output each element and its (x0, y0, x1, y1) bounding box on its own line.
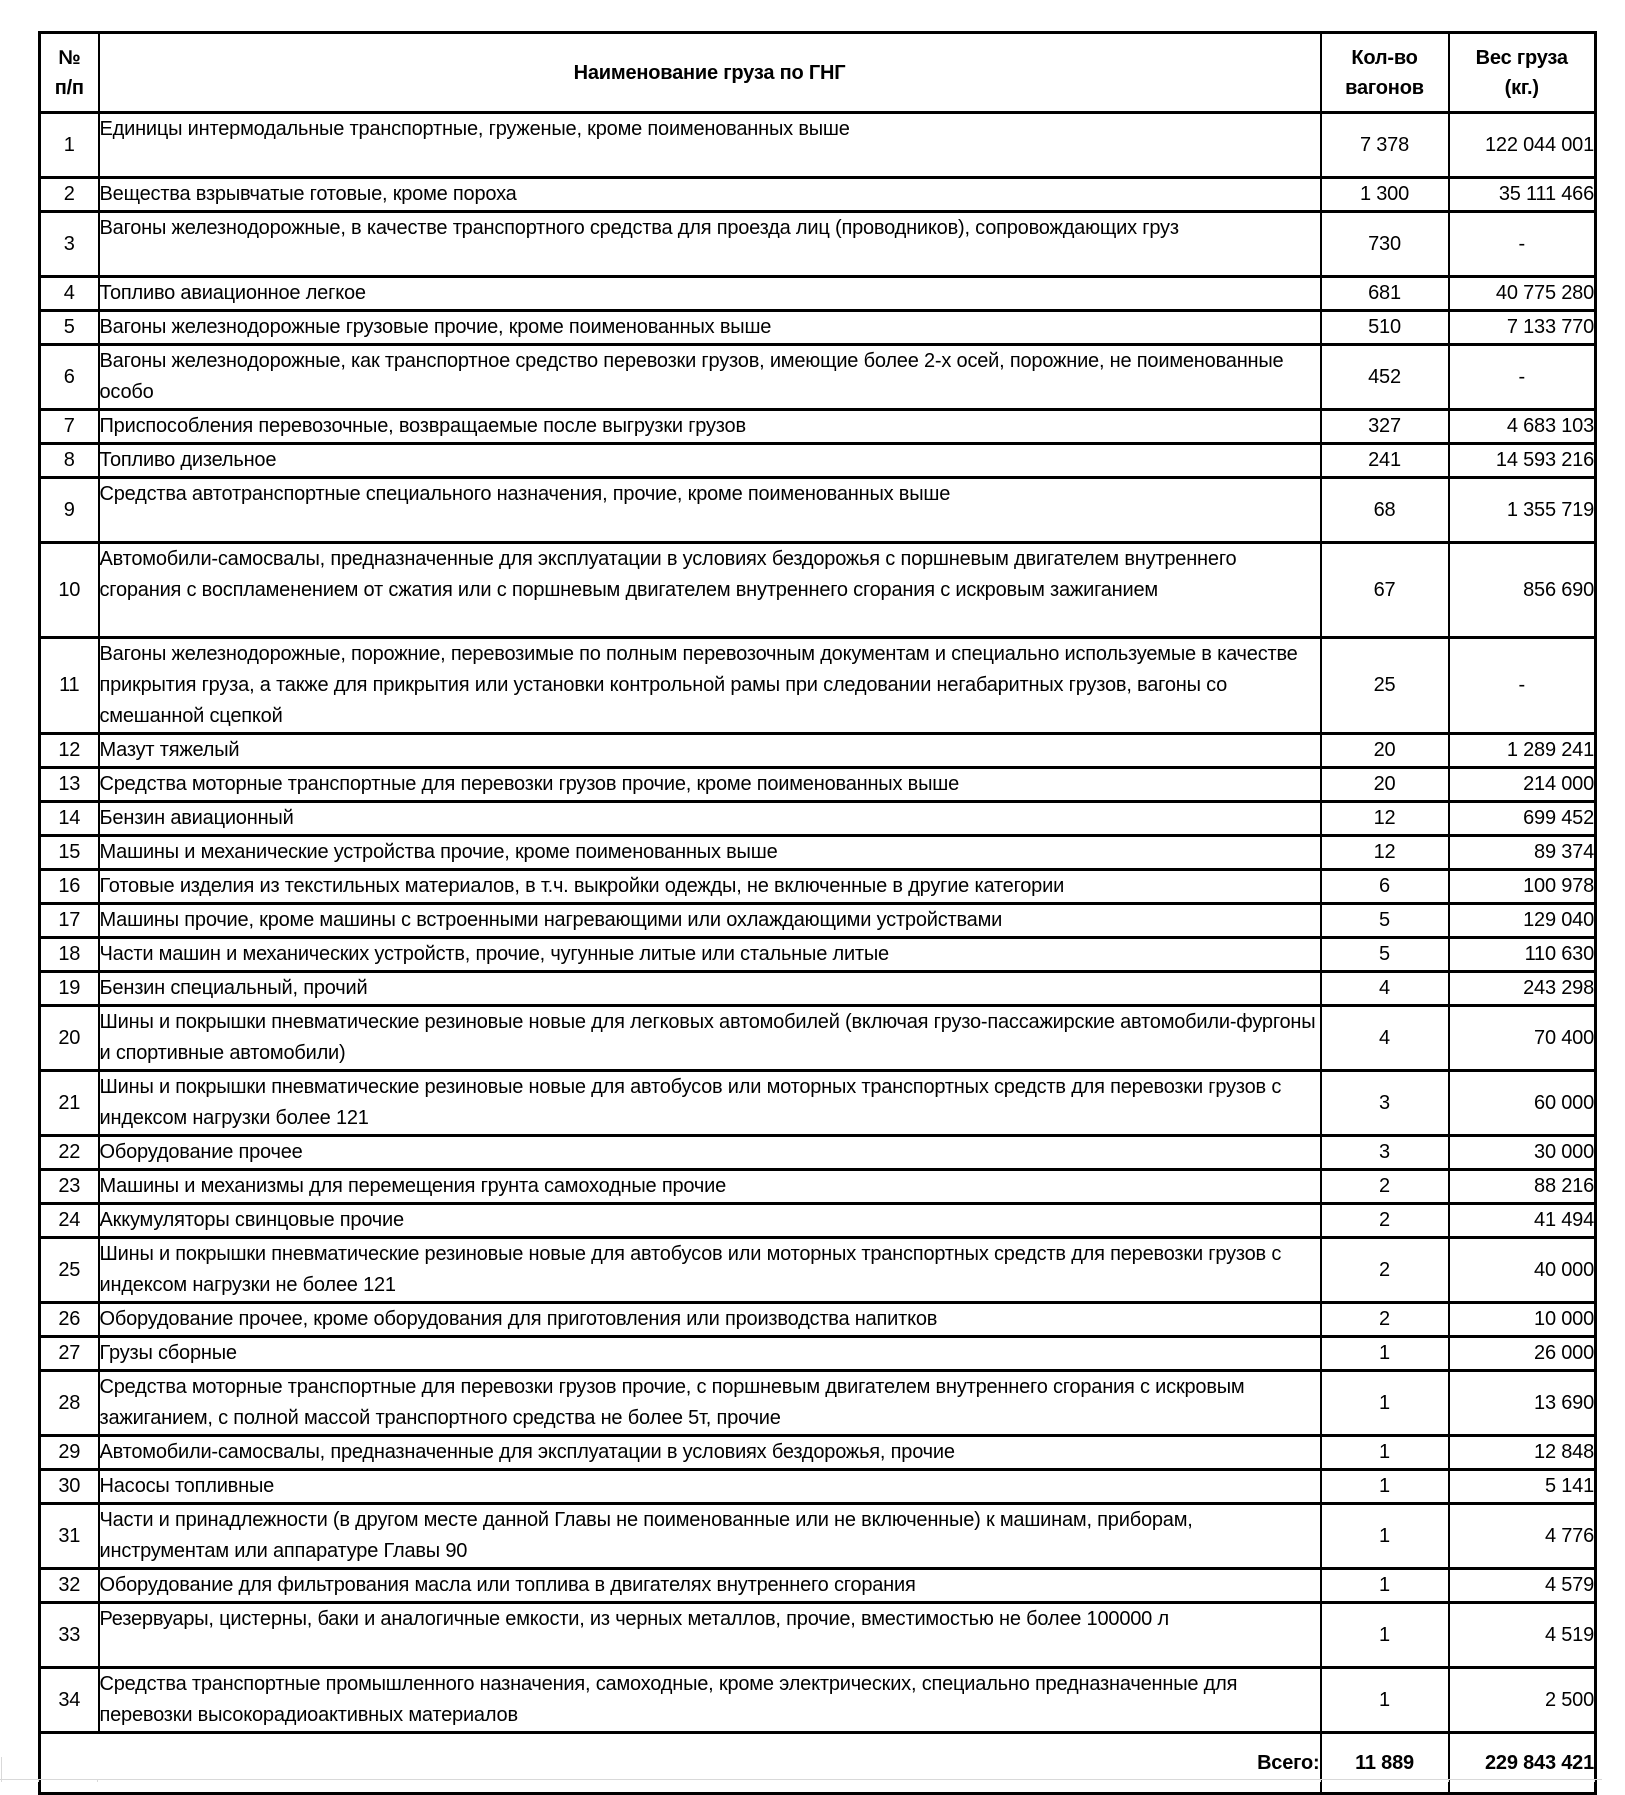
cargo-weight: 4 683 103 (1449, 410, 1596, 444)
wagon-count: 2 (1321, 1170, 1449, 1204)
table-row (40, 1006, 1596, 1071)
header-row-number-line2: п/п (54, 76, 84, 99)
total-label: Всего: (40, 1733, 1321, 1794)
table-row (40, 1603, 1596, 1668)
row-number: 21 (40, 1071, 99, 1136)
table-row (40, 1170, 1596, 1204)
row-number: 34 (40, 1668, 99, 1733)
cargo-name: Автомобили-самосвалы, предназначенные для эксплуатации в условиях бездорожья, прочие (99, 1436, 1321, 1470)
table-row (40, 972, 1596, 1006)
cargo-name: Вагоны железнодорожные, в качестве транспортного средства для проезда лиц (проводников), сопровождающих груз (99, 212, 1321, 277)
cargo-weight: 40 000 (1449, 1238, 1596, 1303)
row-number: 7 (40, 410, 99, 444)
wagon-count: 730 (1321, 212, 1449, 277)
cargo-name: Готовые изделия из текстильных материалов, в т.ч. выкройки одежды, не включенные в другие категории (99, 870, 1321, 904)
cargo-weight: 14 593 216 (1449, 444, 1596, 478)
row-number: 14 (40, 802, 99, 836)
cargo-name: Машины прочие, кроме машины с встроенными нагревающими или охлаждающими устройствами (99, 904, 1321, 938)
wagon-count: 1 (1321, 1436, 1449, 1470)
cargo-weight: 4 519 (1449, 1603, 1596, 1668)
cargo-weight: 13 690 (1449, 1371, 1596, 1436)
table-row (40, 1668, 1596, 1733)
row-number: 16 (40, 870, 99, 904)
row-number: 6 (40, 345, 99, 410)
table-row (40, 1436, 1596, 1470)
cargo-name: Топливо авиационное легкое (99, 277, 1321, 311)
row-number: 20 (40, 1006, 99, 1071)
row-number: 3 (40, 212, 99, 277)
cargo-weight: 26 000 (1449, 1337, 1596, 1371)
wagon-count: 4 (1321, 1006, 1449, 1071)
wagon-count: 1 (1321, 1504, 1449, 1569)
row-number: 2 (40, 178, 99, 212)
wagon-count: 5 (1321, 904, 1449, 938)
cargo-weight: 1 289 241 (1449, 734, 1596, 768)
cargo-weight: 70 400 (1449, 1006, 1596, 1071)
table-row (40, 277, 1596, 311)
wagon-count: 1 (1321, 1470, 1449, 1504)
total-cargo-weight: 229 843 421 (1449, 1733, 1596, 1794)
wagon-count: 1 (1321, 1371, 1449, 1436)
wagon-count: 3 (1321, 1136, 1449, 1170)
table-row (40, 1470, 1596, 1504)
row-number: 15 (40, 836, 99, 870)
wagon-count: 510 (1321, 311, 1449, 345)
cargo-weight: 110 630 (1449, 938, 1596, 972)
cargo-name: Вагоны железнодорожные грузовые прочие, кроме поименованных выше (99, 311, 1321, 345)
row-number: 28 (40, 1371, 99, 1436)
cargo-weight: 40 775 280 (1449, 277, 1596, 311)
cargo-weight: 122 044 001 (1449, 113, 1596, 178)
cargo-weight: 4 776 (1449, 1504, 1596, 1569)
wagon-count: 4 (1321, 972, 1449, 1006)
wagon-count: 1 (1321, 1668, 1449, 1733)
cargo-name: Средства моторные транспортные для перевозки грузов прочие, кроме поименованных выше (99, 768, 1321, 802)
cargo-weight: 699 452 (1449, 802, 1596, 836)
row-number: 8 (40, 444, 99, 478)
cargo-name: Вагоны железнодорожные, как транспортное средство перевозки грузов, имеющие более 2-х осей, порожние, не поименованные особо (99, 345, 1321, 410)
row-number: 18 (40, 938, 99, 972)
wagon-count: 12 (1321, 836, 1449, 870)
cargo-name: Оборудование для фильтрования масла или топлива в двигателях внутреннего сгорания (99, 1569, 1321, 1603)
cargo-weight: 12 848 (1449, 1436, 1596, 1470)
table-row (40, 178, 1596, 212)
table-row (40, 444, 1596, 478)
row-number: 24 (40, 1204, 99, 1238)
cargo-weight: - (1449, 212, 1596, 277)
wagon-count: 1 (1321, 1337, 1449, 1371)
header-cargo-name: Наименование груза по ГНГ (99, 33, 1321, 113)
row-number: 23 (40, 1170, 99, 1204)
table-row (40, 1504, 1596, 1569)
table-row (40, 345, 1596, 410)
header-wagon-count (1321, 33, 1449, 113)
wagon-count: 1 (1321, 1603, 1449, 1668)
cargo-weight: 856 690 (1449, 543, 1596, 638)
header-wagon-count-line2: вагонов (1345, 76, 1424, 99)
row-number: 12 (40, 734, 99, 768)
cargo-weight: 7 133 770 (1449, 311, 1596, 345)
cargo-name: Топливо дизельное (99, 444, 1321, 478)
wagon-count: 6 (1321, 870, 1449, 904)
cargo-name: Оборудование прочее, кроме оборудования для приготовления или производства напитков (99, 1303, 1321, 1337)
cargo-weight: 214 000 (1449, 768, 1596, 802)
cargo-name: Бензин авиационный (99, 802, 1321, 836)
cargo-weight: - (1449, 638, 1596, 734)
table-row (40, 311, 1596, 345)
header-cargo-weight-line1: Вес груза (1475, 46, 1568, 69)
header-row-number-line1: № (58, 46, 81, 69)
cargo-name: Оборудование прочее (99, 1136, 1321, 1170)
row-number: 25 (40, 1238, 99, 1303)
table-row (40, 113, 1596, 178)
wagon-count: 2 (1321, 1303, 1449, 1337)
cargo-weight: 100 978 (1449, 870, 1596, 904)
header-wagon-count-line1: Кол-во (1351, 46, 1418, 69)
cargo-name: Средства автотранспортные специального назначения, прочие, кроме поименованных выше (99, 478, 1321, 543)
cargo-name: Насосы топливные (99, 1470, 1321, 1504)
cargo-name: Машины и механизмы для перемещения грунта самоходные прочие (99, 1170, 1321, 1204)
cargo-weight: 4 579 (1449, 1569, 1596, 1603)
cargo-name: Резервуары, цистерны, баки и аналогичные емкости, из черных металлов, прочие, вместимостью не более 100000 л (99, 1603, 1321, 1668)
cargo-name: Средства моторные транспортные для перевозки грузов прочие, с поршневым двигателем внутреннего сгорания с искровым зажиганием, с полной массой транспортного средства не более 5т, прочие (99, 1371, 1321, 1436)
cargo-table-body (40, 113, 1596, 1733)
table-row (40, 1204, 1596, 1238)
wagon-count: 327 (1321, 410, 1449, 444)
wagon-count: 68 (1321, 478, 1449, 543)
wagon-count: 2 (1321, 1204, 1449, 1238)
table-row (40, 938, 1596, 972)
wagon-count: 2 (1321, 1238, 1449, 1303)
cargo-name: Грузы сборные (99, 1337, 1321, 1371)
cargo-weight: 60 000 (1449, 1071, 1596, 1136)
table-row (40, 1136, 1596, 1170)
cargo-name: Части и принадлежности (в другом месте данной Главы не поименованные или не включенные) к машинам, приборам, инструментам или аппаратуре Главы 90 (99, 1504, 1321, 1569)
row-number: 10 (40, 543, 99, 638)
cargo-weight: 129 040 (1449, 904, 1596, 938)
table-row (40, 734, 1596, 768)
row-number: 1 (40, 113, 99, 178)
row-number: 22 (40, 1136, 99, 1170)
cargo-weight: 5 141 (1449, 1470, 1596, 1504)
cargo-name: Шины и покрышки пневматические резиновые новые для легковых автомобилей (включая грузо-пассажирские автомобили-фургоны и спортивные автомобили) (99, 1006, 1321, 1071)
row-number: 17 (40, 904, 99, 938)
cargo-name: Части машин и механических устройств, прочие, чугунные литые или стальные литые (99, 938, 1321, 972)
cargo-weight: 89 374 (1449, 836, 1596, 870)
header-cargo-weight-line2: (кг.) (1504, 76, 1539, 99)
cargo-name: Единицы интермодальные транспортные, груженые, кроме поименованных выше (99, 113, 1321, 178)
table-row (40, 802, 1596, 836)
row-number: 5 (40, 311, 99, 345)
cargo-name: Средства транспортные промышленного назначения, самоходные, кроме электрических, специально предназначенные для перевозки высокорадиоактивных материалов (99, 1668, 1321, 1733)
row-number: 33 (40, 1603, 99, 1668)
total-wagon-count: 11 889 (1321, 1733, 1449, 1794)
table-row (40, 904, 1596, 938)
table-row (40, 543, 1596, 638)
cargo-weight: - (1449, 345, 1596, 410)
cargo-weight: 1 355 719 (1449, 478, 1596, 543)
table-row (40, 1371, 1596, 1436)
table-row (40, 478, 1596, 543)
row-number: 31 (40, 1504, 99, 1569)
table-row (40, 1238, 1596, 1303)
wagon-count: 1 (1321, 1569, 1449, 1603)
cargo-weight: 30 000 (1449, 1136, 1596, 1170)
row-number: 11 (40, 638, 99, 734)
cargo-weight: 35 111 466 (1449, 178, 1596, 212)
cargo-name: Бензин специальный, прочий (99, 972, 1321, 1006)
row-number: 26 (40, 1303, 99, 1337)
table-row (40, 1337, 1596, 1371)
table-header-row (40, 33, 1596, 113)
header-row-number (40, 33, 99, 113)
cargo-weight: 88 216 (1449, 1170, 1596, 1204)
cargo-name: Машины и механические устройства прочие, кроме поименованных выше (99, 836, 1321, 870)
wagon-count: 5 (1321, 938, 1449, 972)
cargo-weight: 243 298 (1449, 972, 1596, 1006)
cargo-weight: 2 500 (1449, 1668, 1596, 1733)
cargo-name: Автомобили-самосвалы, предназначенные для эксплуатации в условиях бездорожья с поршневым двигателем внутреннего сгорания с воспламенением от сжатия или с поршневым двигателем внутреннего сгорания с искровым зажиганием (99, 543, 1321, 638)
cargo-name: Аккумуляторы свинцовые прочие (99, 1204, 1321, 1238)
cargo-table (38, 31, 1597, 1795)
cargo-name: Шины и покрышки пневматические резиновые новые для автобусов или моторных транспортных средств для перевозки грузов с индексом нагрузки более 121 (99, 1071, 1321, 1136)
cargo-weight: 10 000 (1449, 1303, 1596, 1337)
wagon-count: 12 (1321, 802, 1449, 836)
cargo-name: Шины и покрышки пневматические резиновые новые для автобусов или моторных транспортных средств для перевозки грузов с индексом нагрузки не более 121 (99, 1238, 1321, 1303)
row-number: 9 (40, 478, 99, 543)
table-row (40, 1569, 1596, 1603)
table-row (40, 870, 1596, 904)
table-row (40, 212, 1596, 277)
wagon-count: 7 378 (1321, 113, 1449, 178)
cargo-name: Приспособления перевозочные, возвращаемые после выгрузки грузов (99, 410, 1321, 444)
cargo-name: Вещества взрывчатые готовые, кроме пороха (99, 178, 1321, 212)
cargo-name: Вагоны железнодорожные, порожние, перевозимые по полным перевозочным документам и специально используемые в качестве прикрытия груза, а также для прикрытия или установки контрольной рамы при следовании негабаритных грузов, вагоны со смешанной сцепкой (99, 638, 1321, 734)
cargo-weight: 41 494 (1449, 1204, 1596, 1238)
table-row (40, 1071, 1596, 1136)
wagon-count: 20 (1321, 768, 1449, 802)
row-number: 29 (40, 1436, 99, 1470)
table-row (40, 410, 1596, 444)
row-number: 4 (40, 277, 99, 311)
wagon-count: 1 300 (1321, 178, 1449, 212)
wagon-count: 25 (1321, 638, 1449, 734)
row-number: 32 (40, 1569, 99, 1603)
table-row (40, 836, 1596, 870)
wagon-count: 3 (1321, 1071, 1449, 1136)
wagon-count: 241 (1321, 444, 1449, 478)
table-row (40, 1303, 1596, 1337)
row-number: 30 (40, 1470, 99, 1504)
wagon-count: 20 (1321, 734, 1449, 768)
table-row (40, 638, 1596, 734)
row-number: 19 (40, 972, 99, 1006)
total-row (40, 1733, 1596, 1794)
row-number: 13 (40, 768, 99, 802)
wagon-count: 452 (1321, 345, 1449, 410)
header-cargo-weight (1449, 33, 1596, 113)
row-number: 27 (40, 1337, 99, 1371)
wagon-count: 681 (1321, 277, 1449, 311)
table-row (40, 768, 1596, 802)
cutoff-gridline-left (1, 1757, 2, 1781)
wagon-count: 67 (1321, 543, 1449, 638)
cargo-name: Мазут тяжелый (99, 734, 1321, 768)
